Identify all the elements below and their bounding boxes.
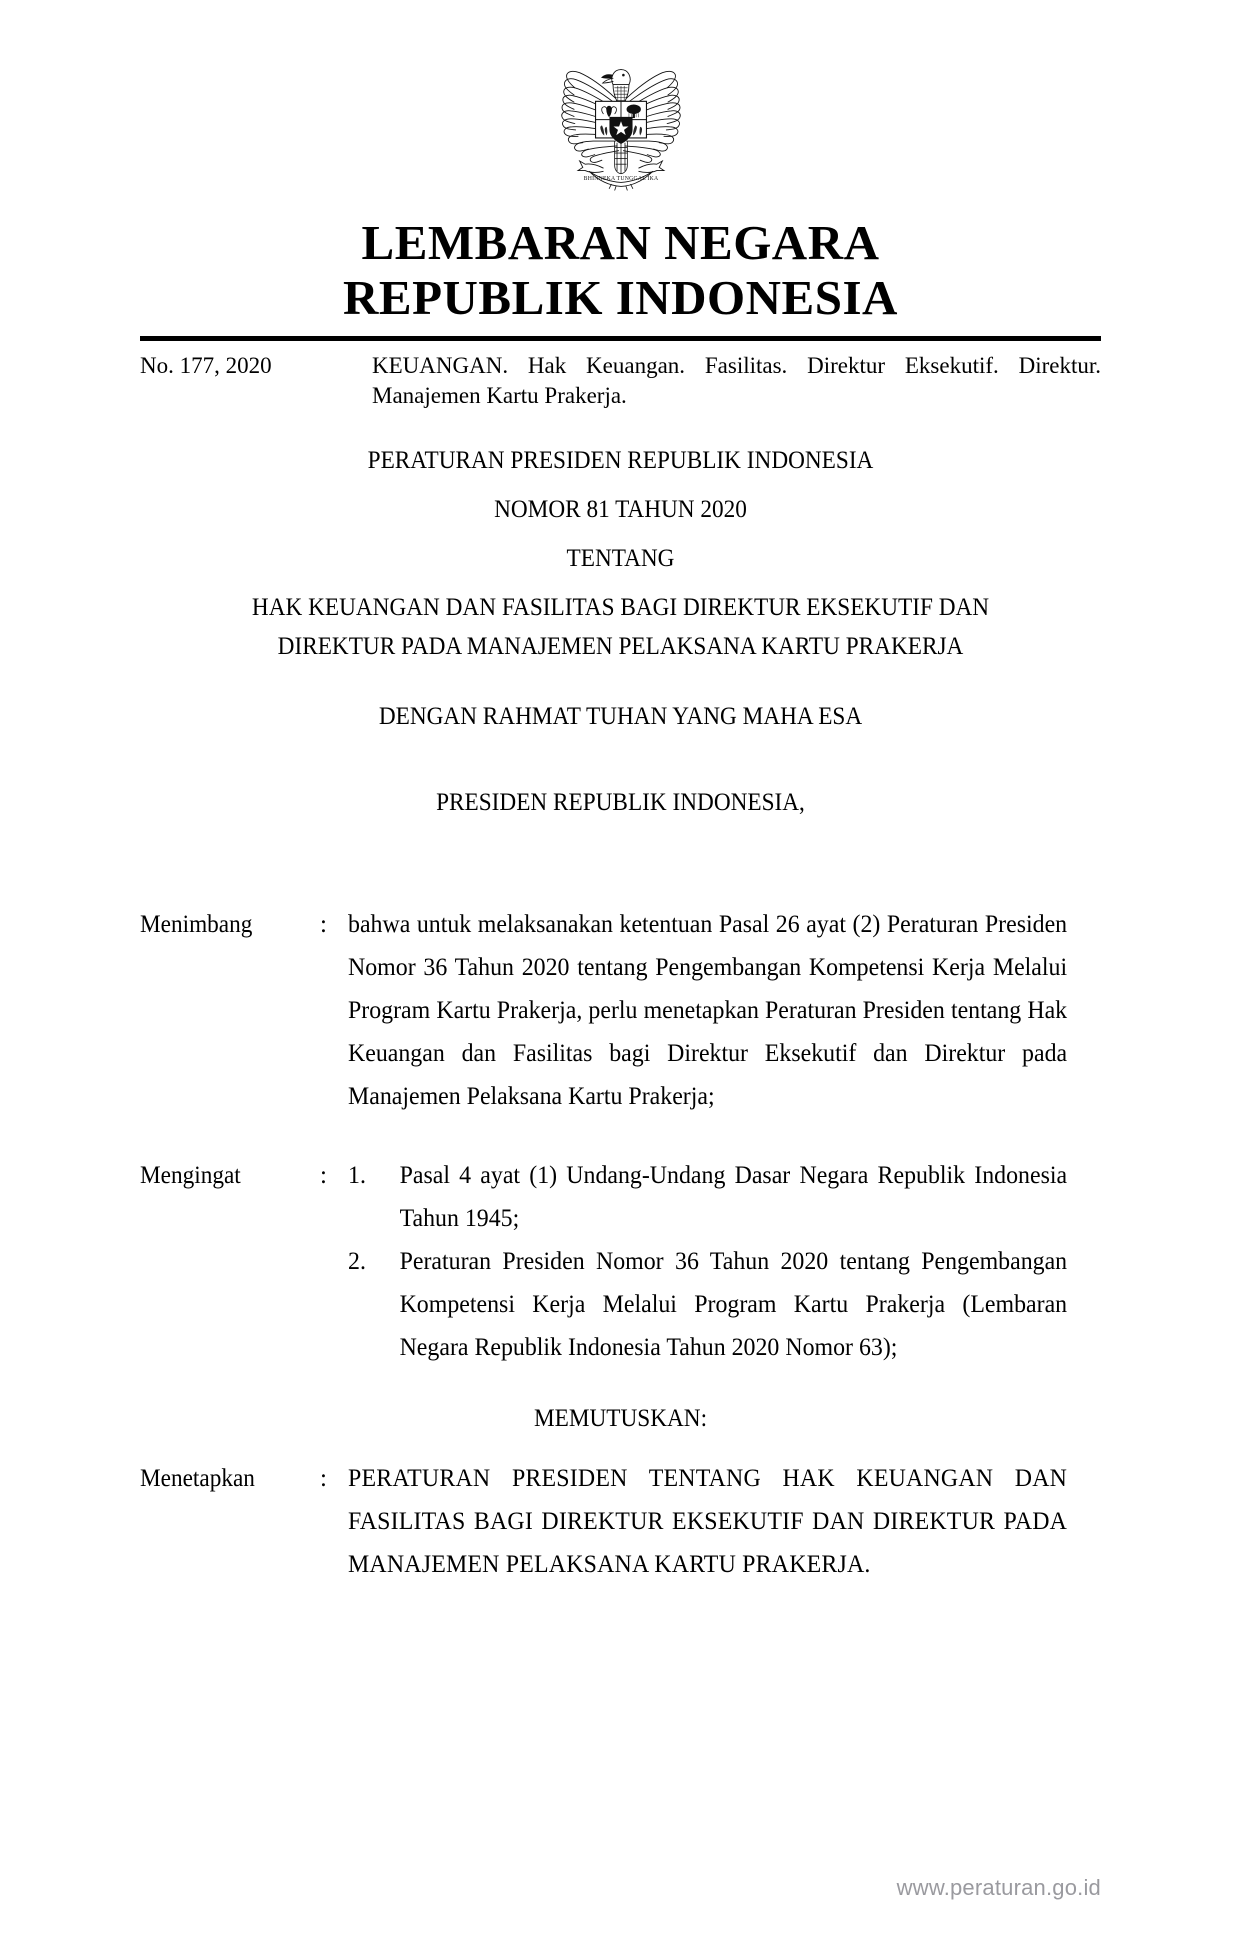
clause-menetapkan-text: PERATURAN PRESIDEN TENTANG HAK KEUANGAN DAN FASILITAS BAGI DIREKTUR EKSEKUTIF DAN DIREKTUR PADA MANAJEMEN PELAKSANA KARTU PRAKERJA. <box>348 1464 1068 1578</box>
title-line-authority: PERATURAN PRESIDEN REPUBLIK INDONESIA <box>367 446 874 474</box>
title-line-subject-2: DIREKTUR PADA MANAJEMEN PELAKSANA KARTU PRAKERJA <box>277 632 964 660</box>
gazette-number: No. 177, 2020 <box>140 352 272 378</box>
list-item <box>348 1240 1067 1369</box>
clause-mengingat <box>140 1154 1101 1369</box>
clause-mengingat-list-wrap <box>348 1154 1067 1369</box>
clause-mengingat-label: Mengingat <box>140 1161 241 1189</box>
list-item-text: Peraturan Presiden Nomor 36 Tahun 2020 tentang Pengembangan Kompetensi Kerja Melalui Program Kartu Prakerja (Lembaran Negara Republik Indonesia Tahun 2020 Nomor 63); <box>399 1247 1068 1361</box>
clause-menetapkan-colon: : <box>320 1464 327 1492</box>
memutuskan-heading: MEMUTUSKAN: <box>533 1404 708 1432</box>
list-item-marker: 2. <box>348 1247 366 1275</box>
clause-menimbang-text: bahwa untuk melaksanakan ketentuan Pasal 26 ayat (2) Peraturan Presiden Nomor 36 Tahun 2020 tentang Pengembangan Kompetensi Kerja Melalui Program Kartu Prakerja, perlu menetapkan Peraturan Presiden tentang Hak Keuangan dan Fasilitas bagi Direktur Eksekutif dan Direktur pada Manajemen Pelaksana Kartu Prakerja; <box>348 910 1068 1110</box>
list-item <box>348 1154 1067 1240</box>
signatory-line: PRESIDEN REPUBLIK INDONESIA, <box>436 788 805 816</box>
list-item-text: Pasal 4 ayat (1) Undang-Undang Dasar Negara Republik Indonesia Tahun 1945; <box>399 1161 1068 1232</box>
clause-menimbang-colon: : <box>320 910 327 938</box>
masthead-divider <box>140 336 1101 341</box>
title-line-number: NOMOR 81 TAHUN 2020 <box>494 495 747 523</box>
gazette-header <box>140 351 1101 412</box>
list-item-marker: 1. <box>348 1161 366 1189</box>
title-line-tentang: TENTANG <box>566 544 675 572</box>
clause-menimbang <box>140 903 1101 1118</box>
regulation-title-block <box>174 448 1068 659</box>
garuda-pancasila-icon <box>541 52 701 200</box>
clause-menimbang-label: Menimbang <box>140 910 253 938</box>
clause-menetapkan-label: Menetapkan <box>140 1464 255 1492</box>
regulation-body <box>140 903 1101 1586</box>
clause-menetapkan <box>140 1457 1101 1586</box>
gazette-subject: KEUANGAN. Hak Keuangan. Fasilitas. Direktur Eksekutif. Direktur. Manajemen Kartu Prakerja. <box>372 352 1101 409</box>
clause-mengingat-colon: : <box>320 1161 327 1189</box>
footer-watermark: www.peraturan.go.id <box>896 1875 1101 1900</box>
title-line-subject-1: HAK KEUANGAN DAN FASILITAS BAGI DIREKTUR EKSEKUTIF DAN <box>251 593 990 621</box>
masthead-line-1: LEMBARAN NEGARA <box>361 215 880 270</box>
masthead <box>140 216 1101 326</box>
svg-text:BHINNEKA TUNGGAL IKA: BHINNEKA TUNGGAL IKA <box>583 176 658 183</box>
masthead-line-2: REPUBLIK INDONESIA <box>343 269 898 325</box>
emblem-container <box>140 0 1101 200</box>
mengingat-list <box>348 1154 1067 1369</box>
invocation-line: DENGAN RAHMAT TUHAN YANG MAHA ESA <box>378 702 863 730</box>
